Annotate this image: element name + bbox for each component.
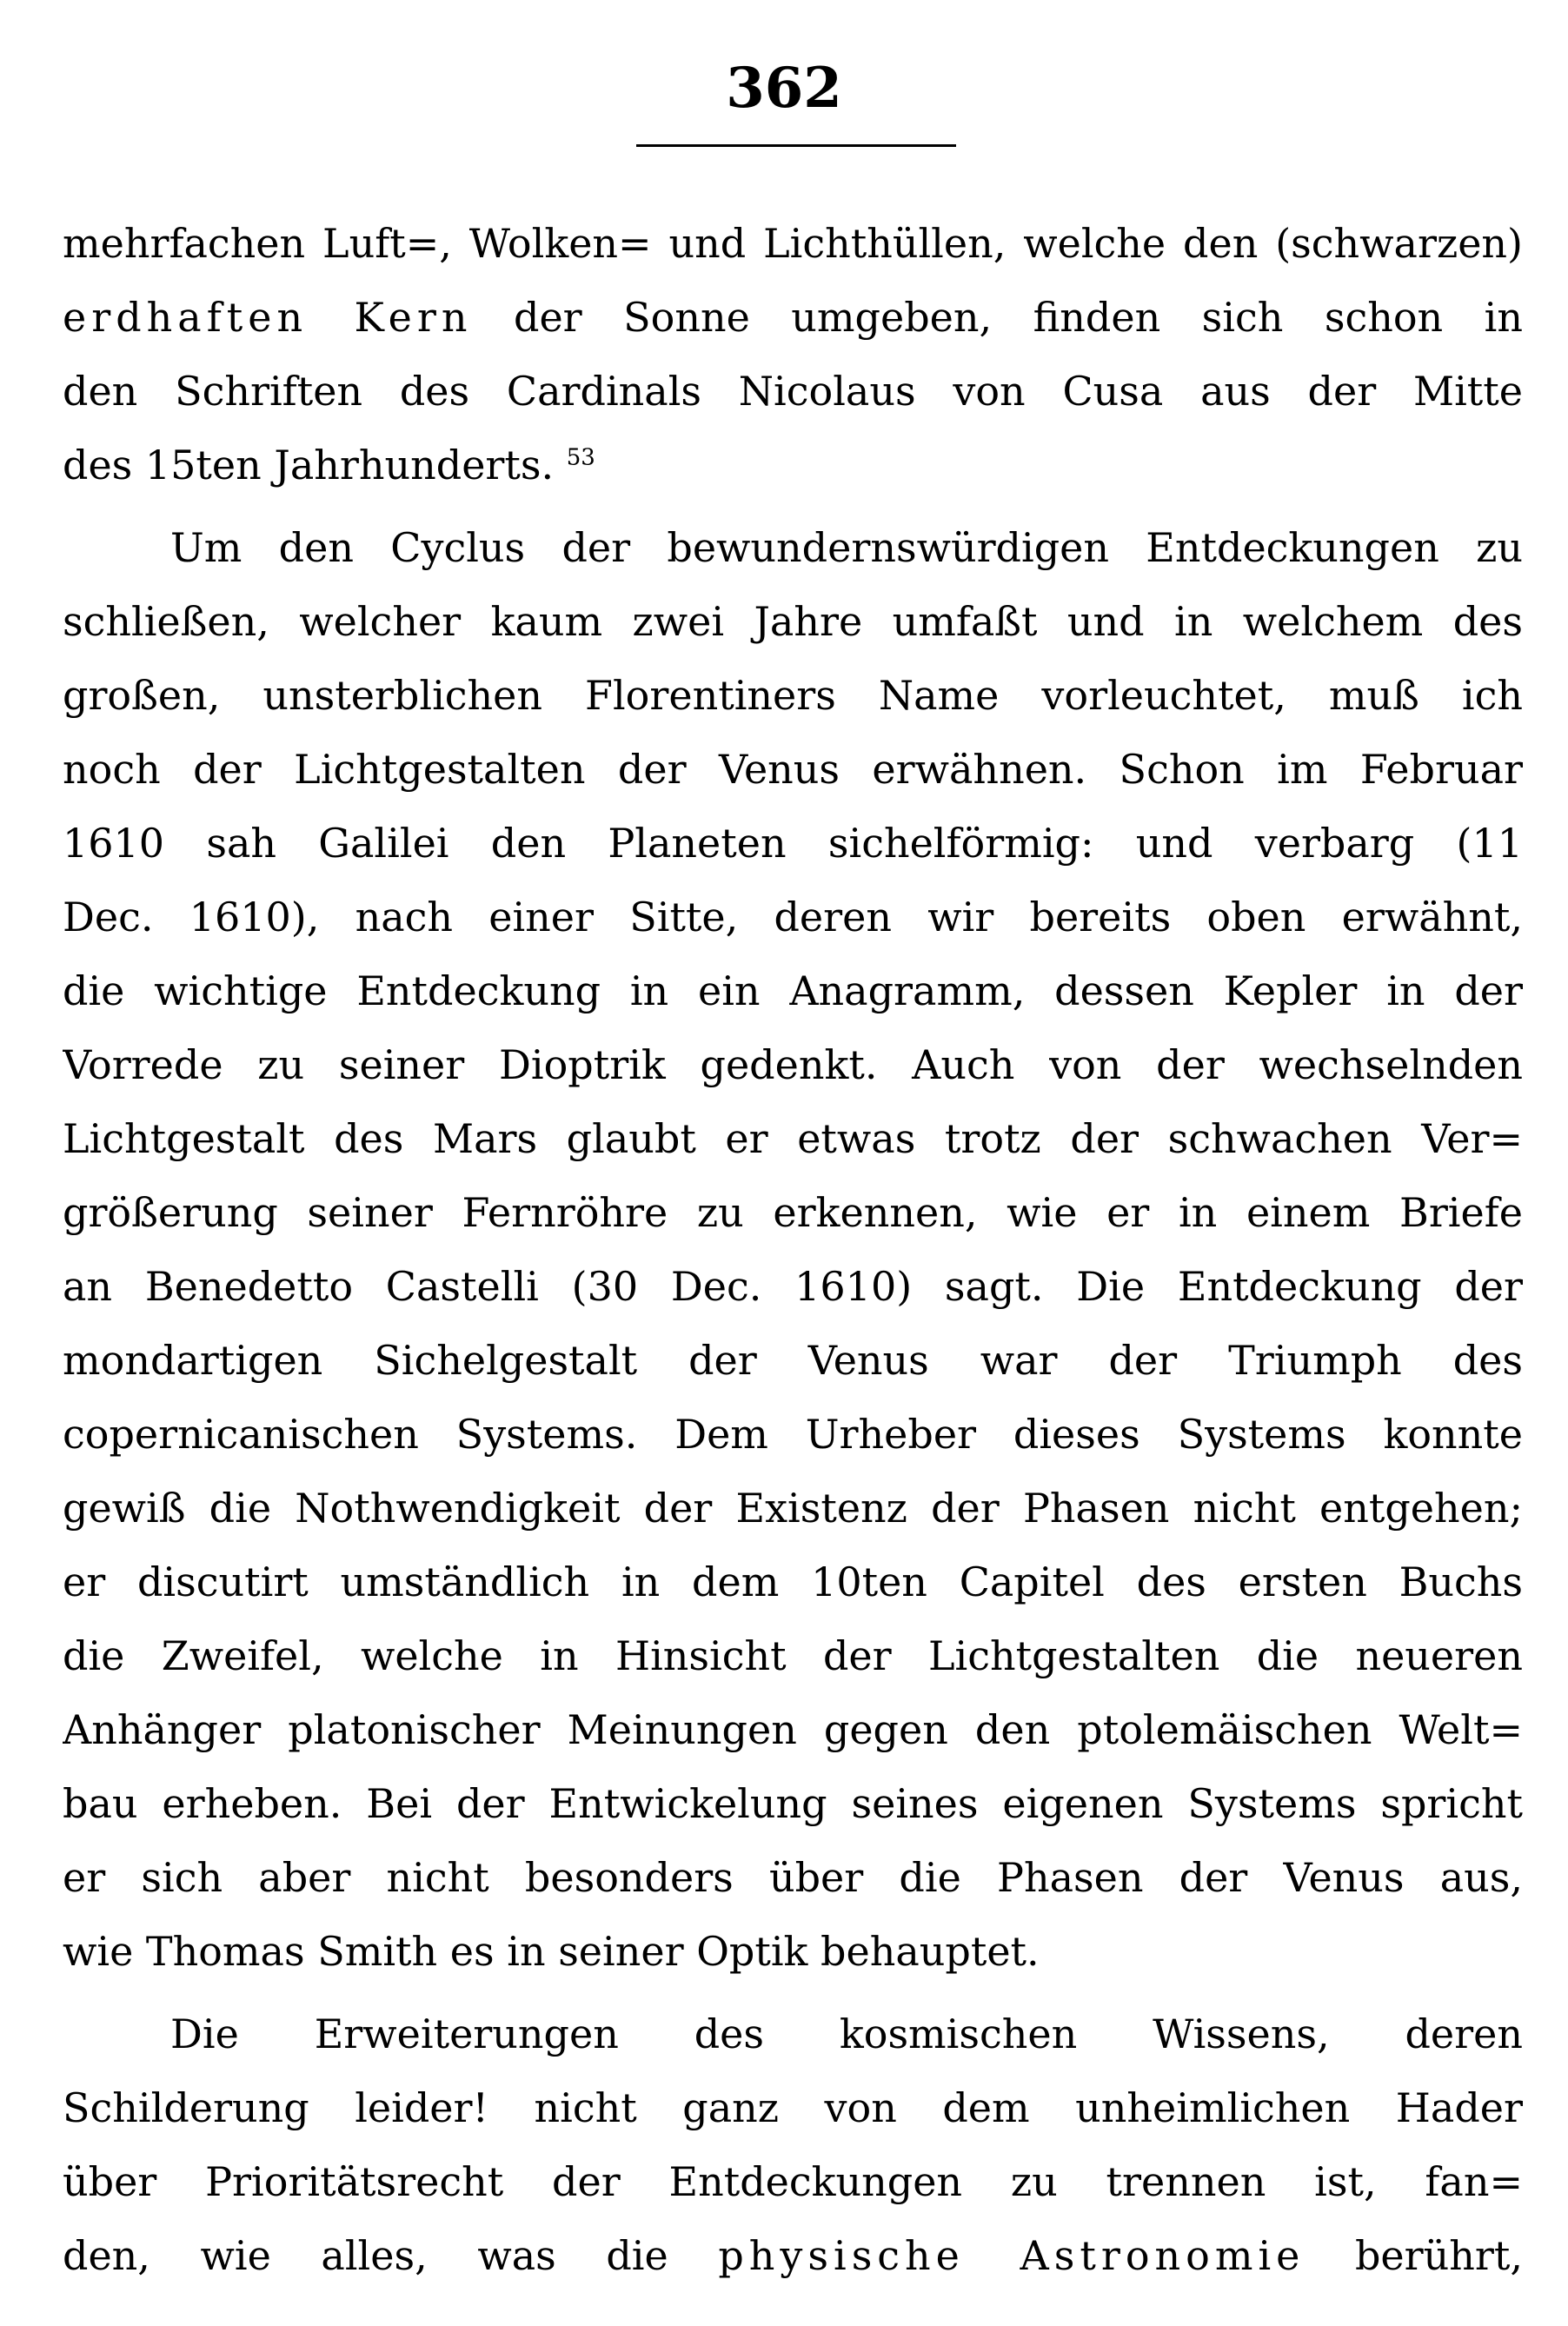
text-line bbox=[63, 1102, 1523, 1176]
text-segment: wie Thomas Smith es in seiner Optik behauptet. bbox=[63, 1928, 1040, 1975]
text-segment: großen, unsterblichen Florentiners Name vorleuchtet, muß ich bbox=[63, 672, 1523, 719]
paragraph bbox=[63, 511, 1523, 1989]
text-line bbox=[63, 1472, 1523, 1545]
text-segment: Anhänger platonischer Meinungen gegen den ptolemäischen Welt= bbox=[63, 1706, 1523, 1753]
text-line bbox=[63, 1398, 1523, 1472]
text-line bbox=[63, 1619, 1523, 1693]
text-line bbox=[63, 2071, 1523, 2145]
text-line bbox=[63, 1324, 1523, 1398]
text-line bbox=[63, 585, 1523, 659]
text-line bbox=[63, 2145, 1523, 2219]
footnote-reference[interactable]: 53 bbox=[566, 444, 595, 471]
text-segment: größerung seiner Fernröhre zu erkennen, wie er in einem Briefe bbox=[63, 1189, 1523, 1236]
text-line bbox=[63, 1028, 1523, 1102]
text-line bbox=[63, 207, 1523, 281]
text-segment: Lichtgestalt des Mars glaubt er etwas trotz der schwachen Ver= bbox=[63, 1115, 1523, 1162]
text-body bbox=[63, 207, 1523, 2293]
text-segment: bau erheben. Bei der Entwickelung seines eigenen Systems spricht bbox=[63, 1780, 1523, 1827]
text-segment: der Sonne umgeben, finden sich schon in bbox=[472, 294, 1523, 341]
text-segment: Vorrede zu seiner Dioptrik gedenkt. Auch von der wechselnden bbox=[63, 1041, 1523, 1088]
text-line bbox=[63, 1767, 1523, 1841]
text-segment: 1610 sah Galilei den Planeten sichelförmig: und verbarg (11 bbox=[63, 820, 1523, 867]
text-line bbox=[63, 2219, 1523, 2293]
text-line bbox=[63, 1545, 1523, 1619]
text-line bbox=[63, 659, 1523, 733]
text-line bbox=[63, 807, 1523, 881]
text-line bbox=[63, 1176, 1523, 1250]
text-segment: er sich aber nicht besonders über die Phasen der Venus aus, bbox=[63, 1854, 1523, 1901]
text-line bbox=[63, 511, 1523, 585]
paragraph-gap bbox=[63, 1989, 1523, 1997]
text-segment: noch der Lichtgestalten der Venus erwähnen. Schon im Februar bbox=[63, 746, 1523, 793]
paragraph-gap bbox=[63, 502, 1523, 511]
text-line bbox=[63, 881, 1523, 954]
text-segment: Astronomie bbox=[964, 2232, 1306, 2279]
text-segment: mehrfachen Luft=, Wolken= und Lichthüllen, welche den (schwarzen) bbox=[63, 220, 1523, 267]
text-line bbox=[63, 355, 1523, 429]
text-segment: er discutirt umständlich in dem 10ten Capitel des ersten Buchs bbox=[63, 1558, 1523, 1605]
page-number: 362 bbox=[726, 56, 842, 121]
header-rule bbox=[636, 144, 956, 147]
text-line bbox=[63, 429, 1523, 502]
text-segment: an Benedetto Castelli (30 Dec. 1610) sagt. Die Entdeckung der bbox=[63, 1263, 1523, 1310]
paragraph bbox=[63, 1997, 1523, 2293]
text-line bbox=[63, 1841, 1523, 1915]
text-segment: Um den Cyclus der bewundernswürdigen Entdeckungen zu bbox=[170, 524, 1523, 571]
text-segment: Die Erweiterungen des kosmischen Wissens, deren bbox=[170, 2010, 1523, 2057]
text-segment: die Zweifel, welche in Hinsicht der Lichtgestalten die neueren bbox=[63, 1632, 1523, 1679]
text-segment: copernicanischen Systems. Dem Urheber dieses Systems konnte bbox=[63, 1411, 1523, 1458]
text-line bbox=[63, 954, 1523, 1028]
text-segment: physische bbox=[718, 2232, 965, 2279]
text-segment: die wichtige Entdeckung in ein Anagramm, dessen Kepler in der bbox=[63, 967, 1523, 1014]
text-segment: schließen, welcher kaum zwei Jahre umfaßt und in welchem des bbox=[63, 598, 1523, 645]
text-segment: Dec. 1610), nach einer Sitte, deren wir bereits oben erwähnt, bbox=[63, 894, 1523, 940]
text-line bbox=[63, 1693, 1523, 1767]
text-segment: mondartigen Sichelgestalt der Venus war der Triumph des bbox=[63, 1337, 1523, 1384]
text-segment: des 15ten Jahrhunderts. bbox=[63, 442, 567, 488]
text-segment: den, wie alles, was die bbox=[63, 2232, 719, 2279]
paragraph bbox=[63, 207, 1523, 502]
text-line bbox=[63, 281, 1523, 355]
text-segment: Schilderung leider! nicht ganz von dem unheimlichen Hader bbox=[63, 2084, 1523, 2131]
text-segment: berührt, bbox=[1305, 2232, 1523, 2279]
text-line bbox=[63, 1997, 1523, 2071]
text-line bbox=[63, 1250, 1523, 1324]
text-segment: über Prioritätsrecht der Entdeckungen zu trennen ist, fan= bbox=[63, 2158, 1523, 2205]
text-segment: den Schriften des Cardinals Nicolaus von Cusa aus der Mitte bbox=[63, 368, 1523, 415]
text-segment: erdhaften Kern bbox=[63, 294, 473, 341]
text-line bbox=[63, 1915, 1523, 1989]
text-segment: gewiß die Nothwendigkeit der Existenz der Phasen nicht entgehen; bbox=[63, 1485, 1523, 1532]
text-line bbox=[63, 733, 1523, 807]
